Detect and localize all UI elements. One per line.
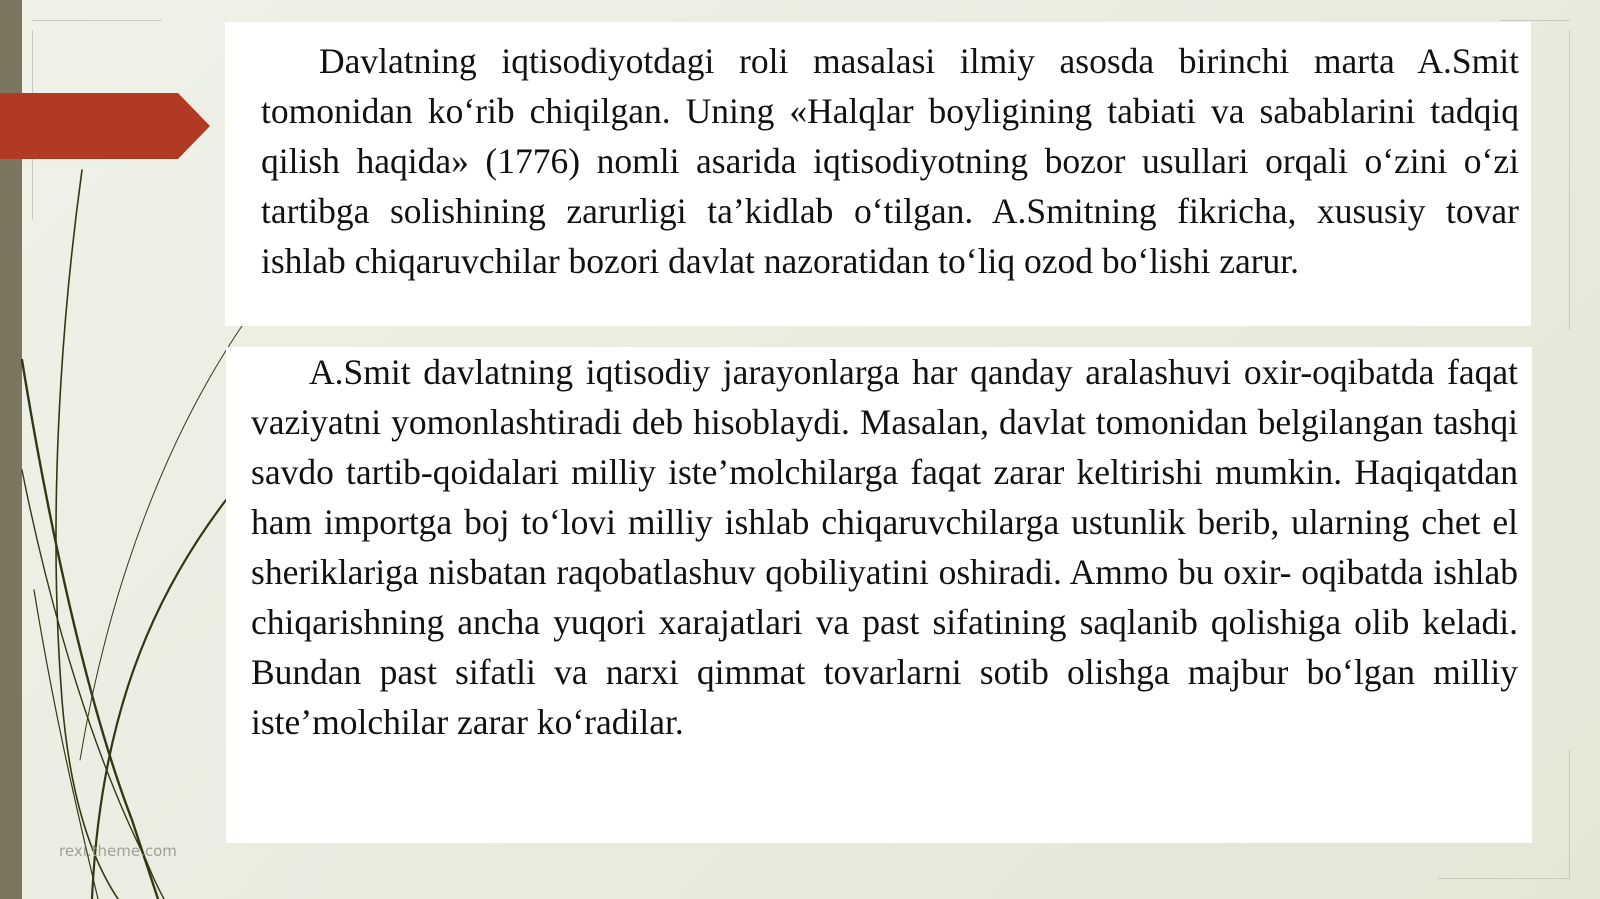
paragraph-2-text: A.Smit davlatning iqtisodiy jarayonlarga har qanday aralashuvi oxir-oqibatda faqat vaziyatni yomonlashtiradi deb hisoblaydi. Masalan, davlat tomonidan belgilangan tashqi savdo tartib-qoidalari milliy iste’molchilarga faqat zarar keltirishi mumkin. Haqiqatdan ham importga boj to‘lovi milliy ishlab chiqaruvchilarga ustunlik berib, ularning chet el sheriklariga nisbatan raqobatlashuv qobiliyatini oshiradi. Ammo bu oxir- oqibatda ishlab chiqarishning ancha yuqori xarajatlari va past sifatining saqlanib qolishiga olib keladi. Bundan past sifatli va narxi qimmat tovarlarni sotib olishga majbur bo‘lgan milliy iste’molchilar zarar ko‘radilar.	[251, 352, 1518, 742]
red-arrow-tab	[0, 93, 210, 159]
paragraph-panel-2	[226, 347, 1532, 843]
frame-line-bottom-right	[1438, 878, 1570, 879]
watermark-text: rexi.theme.com	[59, 842, 177, 860]
frame-line-right-lower	[1569, 750, 1570, 878]
paragraph-1-text: Davlatning iqtisodiyotdagi roli masalasi ilmiy asosda birinchi marta A.Smit tomonidan ko‘rib chiqilgan. Uning «Halqlar boyligining tabiati va sabablarini tadqiq qilish haqida» (1776) nomli asarida iqtisodiyotning bozor usullari orqali o‘zini o‘zi tartibga solishining zarurligi ta’kidlab o‘tilgan. A.Smitning fikricha, xususiy tovar ishlab chiqaruvchilar bozori davlat nazoratidan to‘liq ozod bo‘lishi zarur.	[261, 41, 1519, 281]
frame-line-right	[1569, 30, 1570, 330]
paragraph-panel-1	[225, 22, 1531, 326]
frame-line-top-right	[1500, 20, 1570, 21]
